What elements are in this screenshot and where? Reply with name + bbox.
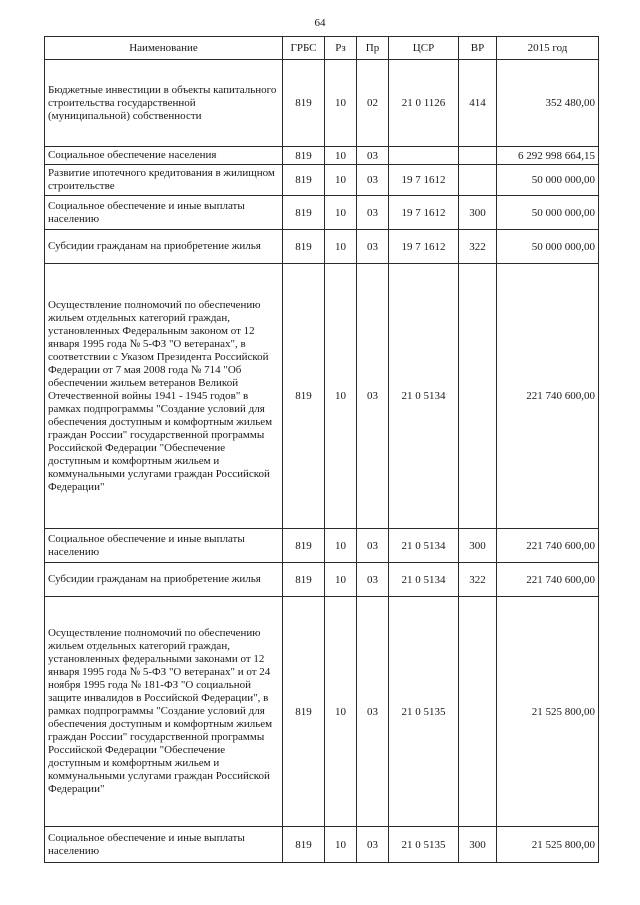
row-grbs: 819	[283, 196, 325, 230]
row-rz: 10	[325, 563, 357, 597]
row-amount: 50 000 000,00	[497, 165, 599, 196]
row-csr: 21 0 5134	[389, 264, 459, 529]
row-csr: 21 0 5134	[389, 563, 459, 597]
header-name: Наименование	[45, 37, 283, 60]
row-rz: 10	[325, 147, 357, 165]
row-grbs: 819	[283, 597, 325, 827]
table-row	[45, 196, 599, 230]
row-name: Развитие ипотечного кредитования в жилищном строительстве	[45, 165, 283, 196]
row-csr: 21 0 5135	[389, 827, 459, 863]
row-name: Субсидии гражданам на приобретение жилья	[45, 563, 283, 597]
row-pr: 03	[357, 563, 389, 597]
row-csr: 19 7 1612	[389, 230, 459, 264]
row-vr: 300	[459, 529, 497, 563]
row-name: Осуществление полномочий по обеспечению жильем отдельных категорий граждан, установленных Федеральным законом от 12 января 1995 года № 5-ФЗ "О ветеранах", в соответствии с Указом Президента Российской Федерации от 7 мая 2008 года № 714 "Об обеспечении жильем ветеранов Великой Отечественной войны 1941 - 1945 годов" в рамках подпрограммы "Создание условий для обеспечения доступным и комфортным жильем граждан России" государственной программы Российской Федерации "Обеспечение доступным и комфортным жильем и коммунальными услугами граждан Российской Федерации"	[45, 264, 283, 529]
header-vr: ВР	[459, 37, 497, 60]
header-pr: Пр	[357, 37, 389, 60]
row-amount: 352 480,00	[497, 60, 599, 147]
row-vr	[459, 264, 497, 529]
table-row	[45, 147, 599, 165]
row-amount: 221 740 600,00	[497, 529, 599, 563]
row-vr: 300	[459, 827, 497, 863]
row-rz: 10	[325, 196, 357, 230]
row-vr	[459, 597, 497, 827]
row-grbs: 819	[283, 147, 325, 165]
row-amount: 221 740 600,00	[497, 563, 599, 597]
row-pr: 03	[357, 529, 389, 563]
row-vr	[459, 165, 497, 196]
row-name: Субсидии гражданам на приобретение жилья	[45, 230, 283, 264]
row-csr: 21 0 5135	[389, 597, 459, 827]
row-rz: 10	[325, 230, 357, 264]
table-row	[45, 563, 599, 597]
row-amount: 21 525 800,00	[497, 597, 599, 827]
table-row	[45, 165, 599, 196]
table-header-row	[45, 37, 599, 60]
table-row	[45, 529, 599, 563]
row-grbs: 819	[283, 60, 325, 147]
row-grbs: 819	[283, 230, 325, 264]
row-pr: 03	[357, 165, 389, 196]
row-csr: 21 0 5134	[389, 529, 459, 563]
row-vr: 322	[459, 563, 497, 597]
budget-table	[44, 36, 599, 863]
header-rz: Рз	[325, 37, 357, 60]
row-vr: 300	[459, 196, 497, 230]
header-csr: ЦСР	[389, 37, 459, 60]
row-pr: 03	[357, 827, 389, 863]
row-csr: 19 7 1612	[389, 165, 459, 196]
row-rz: 10	[325, 165, 357, 196]
row-vr	[459, 147, 497, 165]
row-csr	[389, 147, 459, 165]
page-number: 64	[314, 17, 326, 29]
row-grbs: 819	[283, 563, 325, 597]
row-amount: 21 525 800,00	[497, 827, 599, 863]
row-vr: 322	[459, 230, 497, 264]
row-csr: 19 7 1612	[389, 196, 459, 230]
header-grbs: ГРБС	[283, 37, 325, 60]
row-pr: 03	[357, 230, 389, 264]
row-grbs: 819	[283, 529, 325, 563]
table-row	[45, 60, 599, 147]
row-rz: 10	[325, 597, 357, 827]
row-name: Социальное обеспечение и иные выплаты населению	[45, 529, 283, 563]
row-amount: 221 740 600,00	[497, 264, 599, 529]
row-csr: 21 0 1126	[389, 60, 459, 147]
row-name: Бюджетные инвестиции в объекты капитального строительства государственной (муниципальной) собственности	[45, 60, 283, 147]
row-amount: 50 000 000,00	[497, 230, 599, 264]
row-grbs: 819	[283, 827, 325, 863]
row-pr: 03	[357, 597, 389, 827]
table-row	[45, 230, 599, 264]
row-grbs: 819	[283, 264, 325, 529]
row-vr: 414	[459, 60, 497, 147]
row-grbs: 819	[283, 165, 325, 196]
row-amount: 50 000 000,00	[497, 196, 599, 230]
row-amount: 6 292 998 664,15	[497, 147, 599, 165]
row-rz: 10	[325, 264, 357, 529]
table-row	[45, 827, 599, 863]
table-row	[45, 264, 599, 529]
row-pr: 03	[357, 147, 389, 165]
row-name: Социальное обеспечение населения	[45, 147, 283, 165]
table-row	[45, 597, 599, 827]
row-name: Социальное обеспечение и иные выплаты населению	[45, 196, 283, 230]
row-name: Осуществление полномочий по обеспечению жильем отдельных категорий граждан, установленных федеральными законами от 12 января 1995 года № 5-ФЗ "О ветеранах" и от 24 ноября 1995 года № 181-ФЗ "О социальной защите инвалидов в Российской Федерации", в рамках подпрограммы "Создание условий для обеспечения доступным и комфортным жильем граждан России" государственной программы Российской Федерации "Обеспечение доступным и комфортным жильем и коммунальными услугами граждан Российской Федерации"	[45, 597, 283, 827]
row-rz: 10	[325, 827, 357, 863]
row-rz: 10	[325, 529, 357, 563]
row-name: Социальное обеспечение и иные выплаты населению	[45, 827, 283, 863]
row-pr: 02	[357, 60, 389, 147]
row-rz: 10	[325, 60, 357, 147]
row-pr: 03	[357, 196, 389, 230]
header-year-2015: 2015 год	[497, 37, 599, 60]
row-pr: 03	[357, 264, 389, 529]
